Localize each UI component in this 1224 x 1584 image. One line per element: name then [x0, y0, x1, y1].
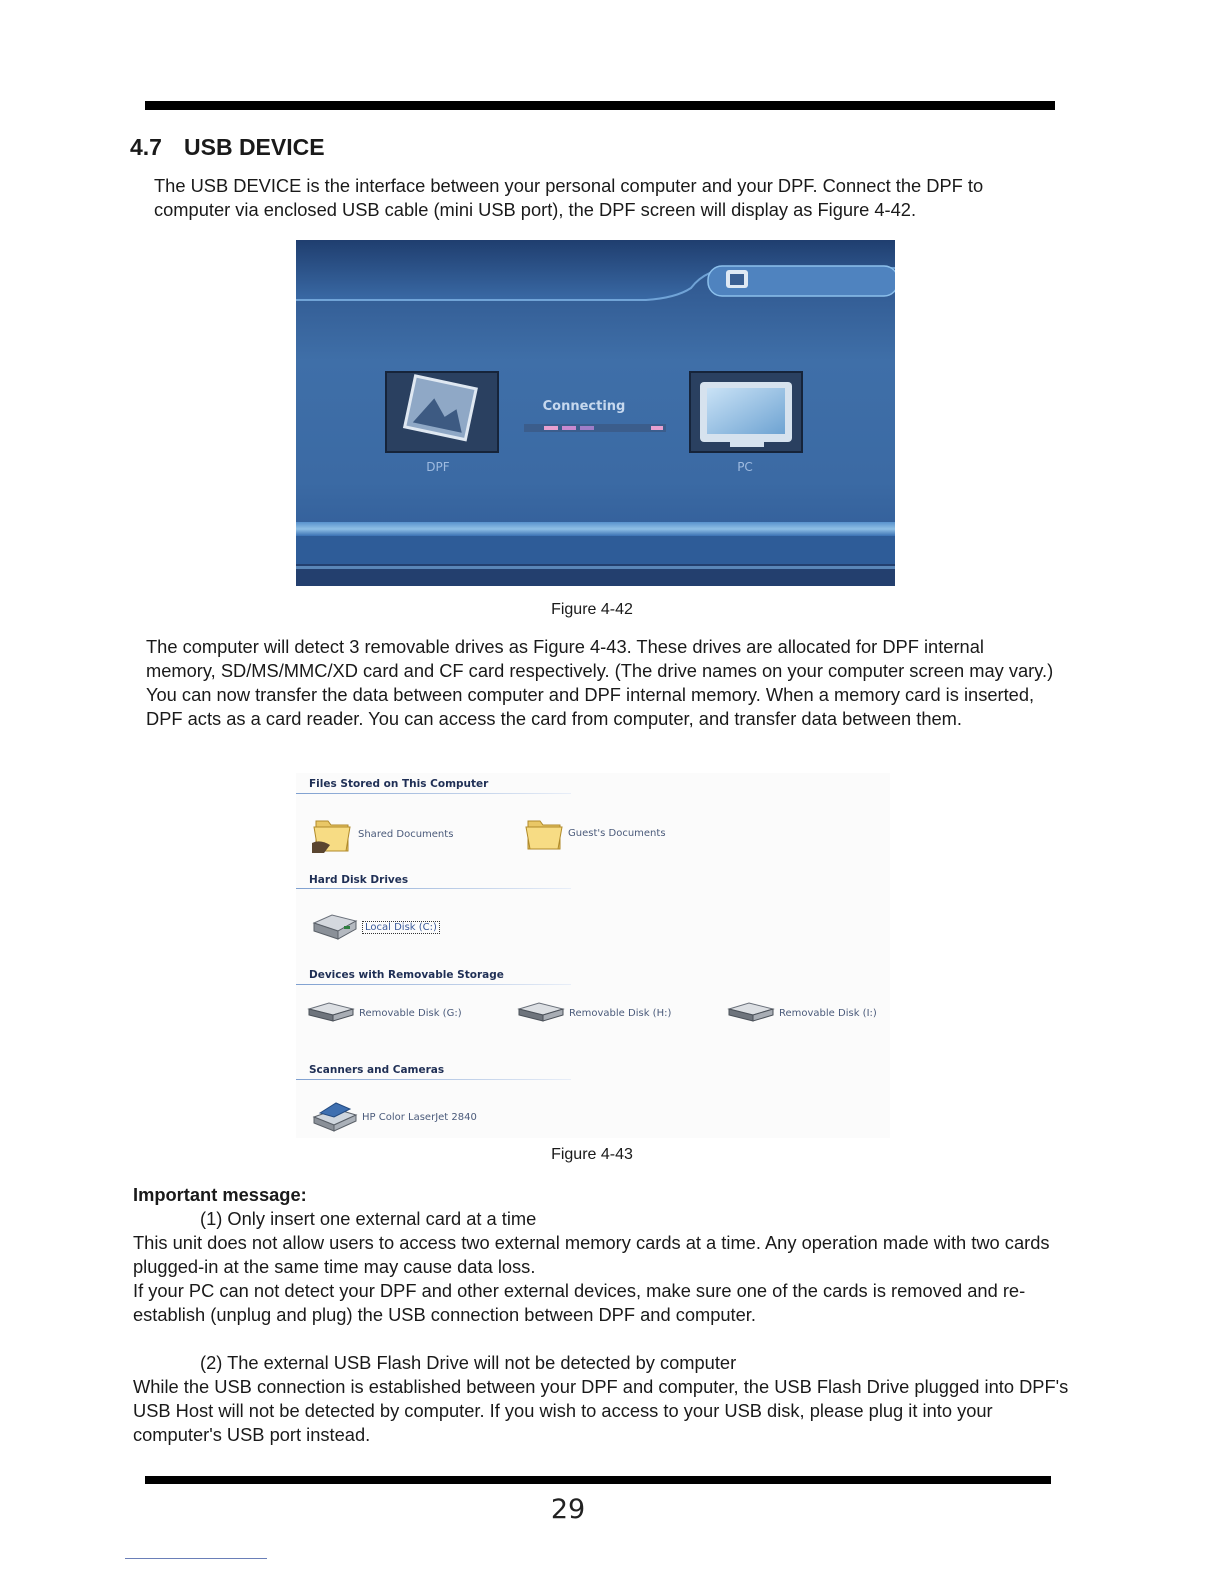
point2-heading: (2) The external USB Flash Drive will not be detected by computer: [200, 1352, 737, 1373]
local-disk-item[interactable]: [310, 911, 440, 943]
local-disk-label: Local Disk (C:): [362, 921, 440, 934]
removable-disk-g-label: Removable Disk (G:): [359, 1007, 462, 1019]
point1-heading: (1) Only insert one external card at a time: [200, 1208, 537, 1229]
guest-documents-label: Guest's Documents: [568, 827, 666, 839]
removable-disk-h-label: Removable Disk (H:): [569, 1007, 672, 1019]
point2-text: While the USB connection is established between your DPF and computer, the USB Flash Drive plugged into DPF's USB Host will not be detected by computer. If you wish to access to your USB disk, please plug it into your computer's USB port instead.: [133, 1376, 1069, 1445]
folder-icon: [524, 813, 564, 853]
progress-indicator: [524, 424, 666, 432]
figure-4-42-caption: Figure 4-42: [551, 601, 633, 618]
hp-laserjet-item[interactable]: [310, 1099, 477, 1135]
removable-disk-h-item[interactable]: [517, 999, 671, 1027]
footnote-separator: [125, 1558, 267, 1559]
connecting-label: Connecting: [542, 399, 626, 414]
point1-line2: If your PC can not detect your DPF and other external devices, make sure one of the cards is removed and re-establish (unplug and plug) the USB connection between DPF and computer.: [133, 1280, 1026, 1325]
removable-disk-i-item[interactable]: [727, 999, 877, 1027]
dpf-label: DPF: [426, 460, 450, 474]
figure-4-43: [296, 773, 890, 1138]
header-rule: [145, 101, 1055, 110]
hard-disk-icon: [310, 911, 358, 943]
section-heading: [130, 134, 325, 161]
section-title: USB DEVICE: [184, 134, 325, 160]
hp-laserjet-label: HP Color LaserJet 2840: [362, 1111, 477, 1123]
important-message: [133, 1183, 1073, 1447]
pc-monitor-icon: [690, 372, 802, 452]
shared-documents-label: Shared Documents: [358, 828, 454, 840]
removable-disk-i-label: Removable Disk (I:): [779, 1007, 877, 1019]
section-removable-storage: Devices with Removable Storage: [309, 969, 504, 981]
dpf-frame-icon: [386, 372, 498, 452]
intro-paragraph: The USB DEVICE is the interface between your personal computer and your DPF. Connect the DPF to computer via enclosed USB cable (mini USB port), the DPF screen will display as Figure 4-42.: [154, 175, 984, 220]
detect-paragraph: The computer will detect 3 removable drives as Figure 4-43. These drives are allocated for DPF internal memory, SD/MS/MMC/XD card and CF card respectively. (The drive names on your computer screen may vary.) You can now transfer the data between computer and DPF internal memory. When a memory card is inserted, DPF acts as a card reader. You can access the card from computer, and transfer data between them.: [146, 636, 1054, 729]
section-scanners-cameras: Scanners and Cameras: [309, 1064, 445, 1076]
section-files-stored: Files Stored on This Computer: [309, 778, 489, 790]
important-title: Important message:: [133, 1184, 307, 1205]
page-number: 29: [550, 1494, 586, 1525]
pc-label: PC: [737, 460, 753, 474]
section-number: 4.7: [130, 134, 162, 160]
shared-folder-icon: [310, 813, 354, 855]
removable-disk-icon: [517, 999, 565, 1027]
footer-rule: [145, 1476, 1051, 1484]
removable-disk-icon: [727, 999, 775, 1027]
removable-disk-icon: [307, 999, 355, 1027]
scanner-icon: [310, 1099, 358, 1135]
section-hard-disk-drives: Hard Disk Drives: [309, 874, 409, 886]
point1-line1: This unit does not allow users to access two external memory cards at a time. Any operation made with two cards plugged-in at the same time may cause data loss.: [133, 1232, 1050, 1277]
guest-documents-item[interactable]: [524, 813, 666, 853]
removable-disk-g-item[interactable]: [307, 999, 462, 1027]
figure-4-42: [296, 240, 895, 586]
shared-documents-item[interactable]: [310, 813, 453, 855]
figure-4-43-caption: Figure 4-43: [551, 1146, 633, 1163]
